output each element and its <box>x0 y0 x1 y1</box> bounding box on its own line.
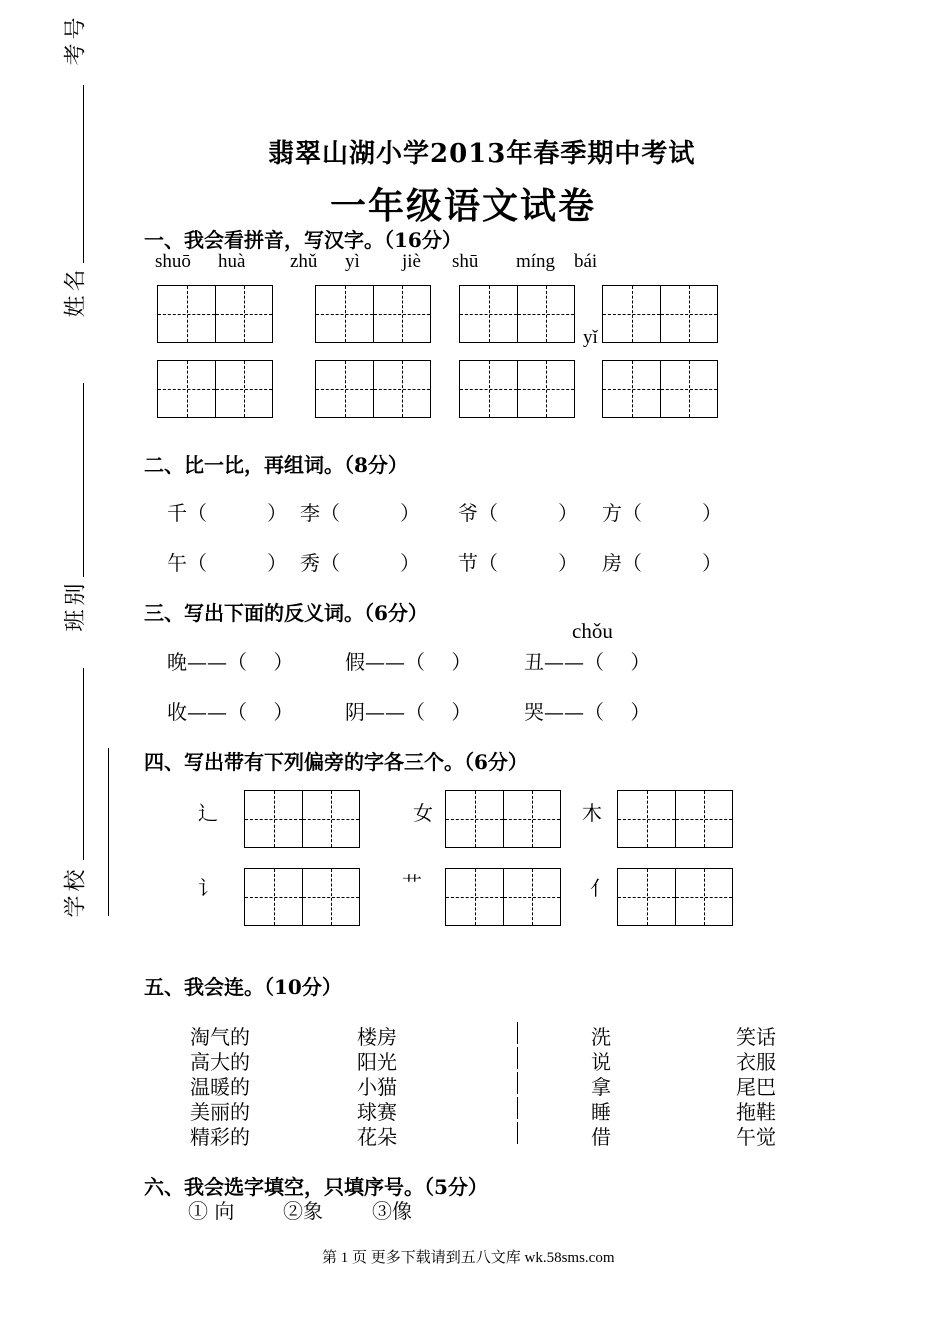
page-footer: 第 1 页 更多下载请到五八文库 wk.58sms.com <box>322 1250 615 1266</box>
compare-item[interactable]: 节（ ） <box>458 551 578 575</box>
exam-number-line <box>83 85 84 263</box>
antonym-item[interactable]: 假——（ ） <box>345 650 472 674</box>
match-divider <box>517 1047 518 1069</box>
compare-item[interactable]: 午（ ） <box>167 551 287 575</box>
choice-option: ① 向 <box>188 1199 235 1223</box>
radical-chuo: 辶 <box>198 801 218 825</box>
match-left-adj[interactable]: 温暖的 <box>190 1075 250 1099</box>
match-left-adj[interactable]: 精彩的 <box>190 1125 250 1149</box>
pinyin-bai: bái <box>574 251 598 272</box>
section6-heading: 六、我会选字填空，只填序号。（5分） <box>144 1175 488 1199</box>
match-divider <box>517 1097 518 1119</box>
radical-box[interactable] <box>617 868 733 926</box>
radical-nv: 女 <box>413 801 433 825</box>
radical-box[interactable] <box>445 790 561 848</box>
write-box-1[interactable] <box>157 285 273 343</box>
section5-heading: 五、我会连。（10分） <box>144 975 342 999</box>
compare-item[interactable]: 千（ ） <box>167 501 287 525</box>
match-left-adj[interactable]: 高大的 <box>190 1050 250 1074</box>
compare-item[interactable]: 李（ ） <box>300 501 420 525</box>
radical-box[interactable] <box>244 790 360 848</box>
pinyin-yi-partial: yǐ <box>583 327 598 348</box>
match-right-noun[interactable]: 笑话 <box>736 1025 776 1049</box>
match-right-verb[interactable]: 借 <box>591 1125 611 1149</box>
class-line <box>83 383 84 577</box>
pinyin-chou: chǒu <box>572 619 613 643</box>
match-right-verb[interactable]: 说 <box>591 1050 611 1074</box>
radical-box[interactable] <box>244 868 360 926</box>
compare-item[interactable]: 方（ ） <box>602 501 722 525</box>
pinyin-jie: jiè <box>402 251 421 272</box>
compare-item[interactable]: 爷（ ） <box>458 501 578 525</box>
school-label: 学校 <box>63 865 89 918</box>
match-divider <box>517 1022 518 1044</box>
match-right-verb[interactable]: 拿 <box>591 1075 611 1099</box>
radical-box[interactable] <box>617 790 733 848</box>
match-divider <box>517 1072 518 1094</box>
match-divider <box>517 1122 518 1144</box>
write-box-4[interactable] <box>602 285 718 343</box>
match-right-noun[interactable]: 午觉 <box>736 1125 776 1149</box>
school-line <box>83 668 84 860</box>
match-right-verb[interactable]: 睡 <box>591 1100 611 1124</box>
match-left-adj[interactable]: 淘气的 <box>190 1025 250 1049</box>
compare-item[interactable]: 房（ ） <box>602 551 722 575</box>
radical-yan: 讠 <box>198 876 218 900</box>
match-left-noun[interactable]: 楼房 <box>357 1025 397 1049</box>
write-box-8[interactable] <box>602 360 718 418</box>
pinyin-shu: shū <box>452 251 479 272</box>
pinyin-shuo: shuō <box>155 251 191 272</box>
exam-number-label: 考号 <box>63 13 89 66</box>
section4-heading: 四、写出带有下列偏旁的字各三个。（6分） <box>144 750 528 774</box>
write-box-7[interactable] <box>459 360 575 418</box>
match-left-noun[interactable]: 花朵 <box>357 1125 397 1149</box>
pinyin-ming: míng <box>516 251 556 272</box>
match-right-noun[interactable]: 拖鞋 <box>736 1100 776 1124</box>
match-right-noun[interactable]: 尾巴 <box>736 1075 776 1099</box>
write-box-5[interactable] <box>157 360 273 418</box>
section3-heading: 三、写出下面的反义词。（6分） <box>144 601 428 625</box>
radical-ren: 亻 <box>590 876 610 900</box>
pinyin-hua: huà <box>218 251 246 272</box>
radical-cao: 艹 <box>402 872 422 896</box>
antonym-item[interactable]: 晚——（ ） <box>167 650 294 674</box>
match-left-noun[interactable]: 小猫 <box>357 1075 397 1099</box>
match-left-adj[interactable]: 美丽的 <box>190 1100 250 1124</box>
antonym-item[interactable]: 哭——（ ） <box>524 700 651 724</box>
pinyin-zhu: zhǔ <box>290 251 318 272</box>
radical-mu: 木 <box>582 801 602 825</box>
binding-line <box>108 748 109 916</box>
choice-option: ③像 <box>372 1199 412 1223</box>
paper-title: 一年级语文试卷 <box>330 185 597 227</box>
match-left-noun[interactable]: 阳光 <box>357 1050 397 1074</box>
write-box-2[interactable] <box>315 285 431 343</box>
antonym-item[interactable]: 收——（ ） <box>167 700 294 724</box>
write-box-3[interactable] <box>459 285 575 343</box>
class-label: 班别 <box>63 579 89 632</box>
antonym-item[interactable]: 丑——（ ） <box>524 650 651 674</box>
section2-heading: 二、比一比，再组词。（8分） <box>144 453 408 477</box>
school-title: 翡翠山湖小学2013年春季期中考试 <box>268 139 696 169</box>
radical-box[interactable] <box>445 868 561 926</box>
match-right-noun[interactable]: 衣服 <box>736 1050 776 1074</box>
match-left-noun[interactable]: 球赛 <box>357 1100 397 1124</box>
write-box-6[interactable] <box>315 360 431 418</box>
section1-heading: 一、我会看拼音，写汉字。（16分） <box>144 228 462 252</box>
pinyin-yi: yì <box>345 251 360 272</box>
compare-item[interactable]: 秀（ ） <box>300 551 420 575</box>
name-label: 姓名 <box>63 265 89 318</box>
antonym-item[interactable]: 阴——（ ） <box>345 700 472 724</box>
match-right-verb[interactable]: 洗 <box>591 1025 611 1049</box>
choice-option: ②象 <box>283 1199 323 1223</box>
